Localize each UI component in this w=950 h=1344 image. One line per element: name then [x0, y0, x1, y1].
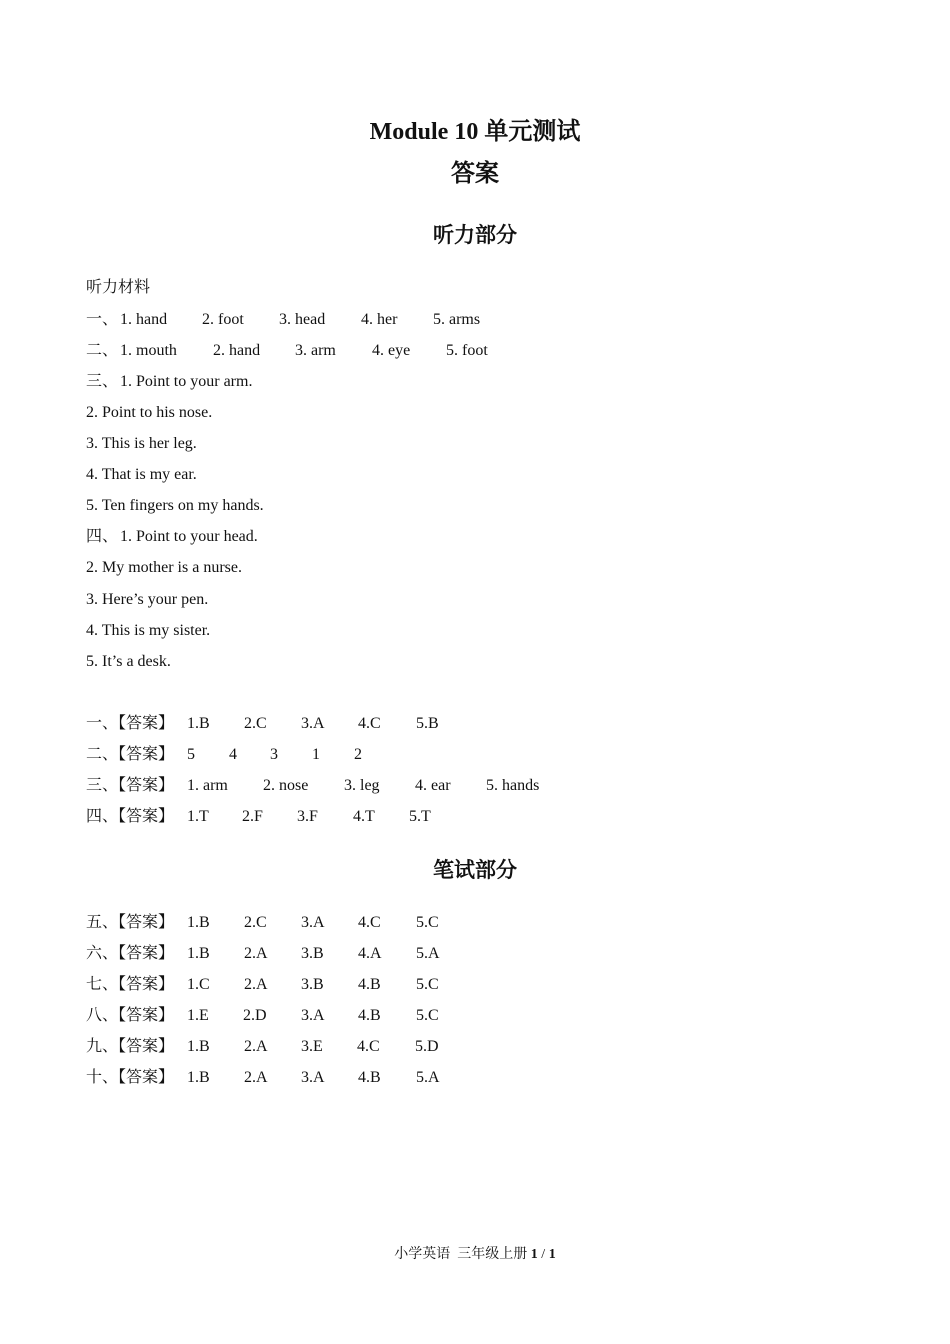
answer-item: 3.A: [301, 914, 325, 931]
answer-item: 2.C: [244, 914, 267, 931]
answer-item: 4.C: [358, 914, 381, 931]
answer-item: 5.T: [409, 808, 431, 825]
answer-prefix: 十、【答案】: [86, 1069, 175, 1086]
q3-item-5: 5. Ten fingers on my hands.: [86, 497, 264, 514]
answer-item: 3.E: [301, 1038, 323, 1055]
answer-item: 3.A: [301, 715, 325, 732]
answer-item: 1.B: [187, 1069, 210, 1086]
answer-prefix: 八、【答案】: [86, 1007, 175, 1024]
q2-item-5: 5. foot: [446, 342, 488, 359]
answer-item: 2.F: [242, 808, 263, 825]
q2-item-4: 4. eye: [372, 342, 411, 359]
q4-item-2: 2. My mother is a nurse.: [86, 559, 242, 576]
answer-item: 1: [312, 746, 320, 763]
answer-item: 2.D: [243, 1007, 267, 1024]
answer-item: 1.B: [187, 715, 210, 732]
footer-page-number: 1: [530, 1247, 538, 1262]
answer-item: 3.B: [301, 976, 324, 993]
q3-item-2: 2. Point to his nose.: [86, 404, 213, 421]
answer-item: 4.B: [358, 1007, 381, 1024]
answer-item: 3.A: [301, 1007, 325, 1024]
answer-prefix: 五、【答案】: [86, 914, 175, 931]
answer-item: 2.A: [244, 976, 268, 993]
answer-item: 1.B: [187, 914, 210, 931]
answer-item: 4.T: [353, 808, 375, 825]
q2-item-2: 2. hand: [213, 342, 261, 359]
q4-item-5: 5. It’s a desk.: [86, 653, 171, 670]
q1-item-4: 4. her: [361, 311, 398, 328]
q1-item-2: 2. foot: [202, 311, 244, 328]
q4-item-1: 1. Point to your head.: [120, 528, 258, 545]
answer-item: 5. hands: [486, 777, 540, 794]
answer-item: 1.C: [187, 976, 210, 993]
answer-prefix: 四、【答案】: [86, 808, 175, 825]
answer-item: 5.D: [415, 1038, 439, 1055]
q3-item-3: 3. This is her leg.: [86, 435, 197, 452]
answer-item: 4.B: [358, 1069, 381, 1086]
answer-prefix: 一、【答案】: [86, 715, 175, 732]
answer-item: 5.C: [416, 976, 439, 993]
answer-item: 2.A: [244, 1069, 268, 1086]
q4-item-3: 3. Here’s your pen.: [86, 591, 209, 608]
q3-item-4: 4. That is my ear.: [86, 466, 197, 483]
section-heading-written: 笔试部分: [433, 858, 517, 882]
answer-item: 4.C: [358, 715, 381, 732]
page-footer: [0, 1246, 950, 1264]
q4-prefix: 四、: [86, 528, 119, 545]
q2-item-3: 3. arm: [295, 342, 336, 359]
answer-item: 4.C: [357, 1038, 380, 1055]
footer-label: 小学英语 三年级上册: [394, 1247, 528, 1262]
footer-page-total: 1: [548, 1247, 556, 1262]
page-title: Module 10 单元测试: [369, 119, 581, 145]
answer-item: 5.C: [416, 1007, 439, 1024]
answer-item: 1.B: [187, 1038, 210, 1055]
answer-prefix: 六、【答案】: [86, 945, 175, 962]
q1-prefix: 一、: [86, 311, 119, 328]
q1-item-5: 5. arms: [433, 311, 481, 328]
answer-item: 2.C: [244, 715, 267, 732]
q3-item-1: 1. Point to your arm.: [120, 373, 253, 390]
answer-item: 1.B: [187, 945, 210, 962]
answer-item: 5.A: [416, 945, 440, 962]
q2-item-1: 1. mouth: [120, 342, 177, 359]
answer-item: 1.T: [187, 808, 209, 825]
answer-item: 3.F: [297, 808, 318, 825]
answer-item: 5: [187, 746, 195, 763]
answer-item: 2: [354, 746, 362, 763]
answer-item: 3: [270, 746, 278, 763]
answer-item: 3.A: [301, 1069, 325, 1086]
answer-item: 4. ear: [415, 777, 451, 794]
section-heading-listening: 听力部分: [433, 223, 517, 247]
answer-prefix: 九、【答案】: [86, 1038, 175, 1055]
answer-item: 3.B: [301, 945, 324, 962]
answer-item: 2.A: [244, 945, 268, 962]
answer-prefix: 三、【答案】: [86, 777, 175, 794]
page-subtitle: 答案: [451, 161, 499, 187]
answer-item: 4.B: [358, 976, 381, 993]
q3-prefix: 三、: [86, 373, 119, 390]
answer-item: 2. nose: [263, 777, 309, 794]
answer-item: 4: [229, 746, 237, 763]
answer-item: 5.B: [416, 715, 439, 732]
answer-item: 3. leg: [344, 777, 380, 794]
answer-item: 5.A: [416, 1069, 440, 1086]
answer-item: 1. arm: [187, 777, 228, 794]
answer-prefix: 二、【答案】: [86, 746, 175, 763]
q1-item-3: 3. head: [279, 311, 326, 328]
listening-material-label: 听力材料: [86, 279, 151, 296]
answer-item: 1.E: [187, 1007, 209, 1024]
answer-prefix: 七、【答案】: [86, 976, 175, 993]
q4-item-4: 4. This is my sister.: [86, 622, 211, 639]
q1-item-1: 1. hand: [120, 311, 168, 328]
footer-separator: /: [541, 1247, 546, 1262]
answer-item: 2.A: [244, 1038, 268, 1055]
answer-item: 5.C: [416, 914, 439, 931]
answer-item: 4.A: [358, 945, 382, 962]
q2-prefix: 二、: [86, 342, 119, 359]
